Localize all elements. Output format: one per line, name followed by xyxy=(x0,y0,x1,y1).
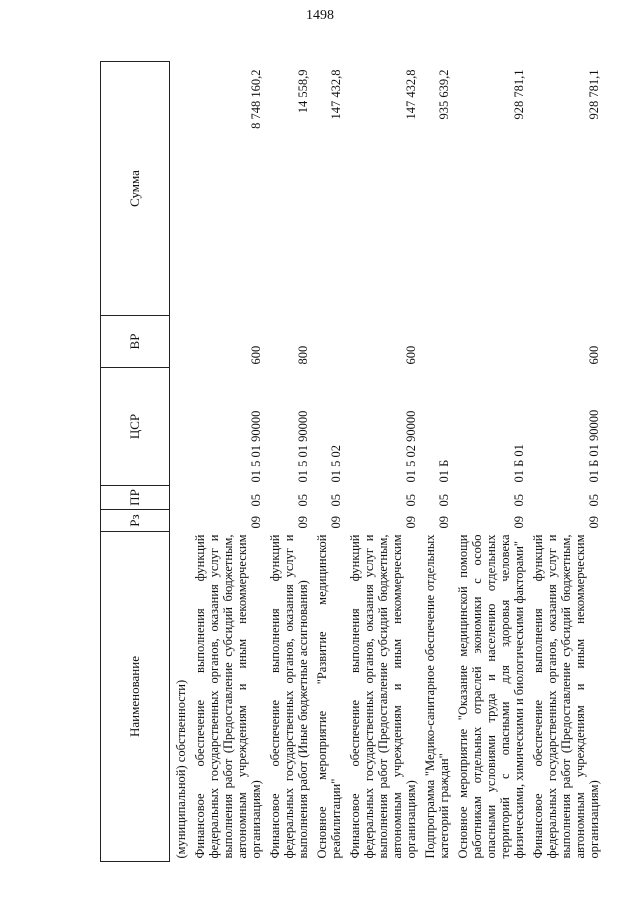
row-vr: 600 xyxy=(404,345,418,365)
row-csr: 01 5 02 90000 xyxy=(404,410,418,483)
row-vr: 600 xyxy=(587,345,601,365)
row-pr: 05 xyxy=(249,494,263,507)
table-row xyxy=(265,62,312,862)
row-sum: 14 558,9 xyxy=(296,69,310,114)
row-csr: 01 Б xyxy=(437,459,451,483)
header-vr: ВР xyxy=(101,316,170,368)
row-name: Финансовое обеспечение выполнения функций федеральных государственных органов, оказания услуг и выполнения работ (Предоставление субсидий бюджетным, автономным учреждениям и иным некоммерческим организациям) xyxy=(348,534,418,859)
row-rz: 09 xyxy=(329,516,343,529)
row-pr: 05 xyxy=(329,494,343,507)
table-header-row xyxy=(101,62,170,862)
row-csr: 01 5 01 90000 xyxy=(249,410,263,483)
row-vr xyxy=(420,316,453,368)
row-csr: 01 5 02 xyxy=(329,445,343,483)
row-pr: 05 xyxy=(296,494,310,507)
row-vr xyxy=(170,316,191,368)
row-name: (муниципальной) собственности) xyxy=(174,679,188,859)
row-pr xyxy=(170,486,191,510)
row-sum: 928 781,1 xyxy=(587,69,601,120)
table-row xyxy=(420,62,453,862)
row-rz: 09 xyxy=(404,516,418,529)
table-row xyxy=(312,62,345,862)
row-name: Основное мероприятие "Оказание медицинской помощи работникам отдельных отраслей экономики с особо опасными условиями труда и населению отдельных территорий с опасными для здоровья человека физическими, химическими и биологическими факторами" xyxy=(456,534,526,859)
row-pr: 05 xyxy=(512,494,526,507)
row-pr: 05 xyxy=(404,494,418,507)
header-sum: Сумма xyxy=(101,62,170,316)
row-sum xyxy=(170,62,191,316)
table-row xyxy=(190,62,265,862)
row-rz: 09 xyxy=(512,516,526,529)
row-name: Финансовое обеспечение выполнения функций федеральных государственных органов, оказания услуг и выполнения работ (Предоставление субсидий бюджетным, автономным учреждениям и иным некоммерческим организациям) xyxy=(193,534,263,859)
row-name: Финансовое обеспечение выполнения функций федеральных государственных органов, оказания услуг и выполнения работ (Предоставление субсидий бюджетным, автономным учреждениям и иным некоммерческим организациям) xyxy=(531,534,601,859)
row-csr: 01 Б 01 90000 xyxy=(587,409,601,483)
row-csr xyxy=(170,368,191,486)
header-rz: Рз xyxy=(101,510,170,532)
table-row xyxy=(453,62,528,862)
row-sum: 928 781,1 xyxy=(512,69,526,120)
page-number: 1498 xyxy=(306,8,334,23)
row-vr xyxy=(453,316,528,368)
row-csr: 01 5 01 90000 xyxy=(296,410,310,483)
row-name: Основное мероприятие "Развитие медицинской реабилитации" xyxy=(315,534,343,859)
row-rz: 09 xyxy=(296,516,310,529)
row-sum: 8 748 160,2 xyxy=(249,69,263,129)
row-vr: 800 xyxy=(296,345,310,365)
rotated-table-wrapper xyxy=(100,62,620,862)
row-vr xyxy=(312,316,345,368)
row-pr: 05 xyxy=(437,494,451,507)
row-rz xyxy=(170,510,191,532)
header-name: Наименование xyxy=(101,532,170,862)
row-name: Подпрограмма "Медико-санитарное обеспечение отдельных категорий граждан" xyxy=(423,534,451,859)
header-pr: ПР xyxy=(101,486,170,510)
row-sum: 935 639,2 xyxy=(437,69,451,120)
table-row xyxy=(170,62,191,862)
budget-table xyxy=(100,61,603,862)
row-rz: 09 xyxy=(437,516,451,529)
row-name: Финансовое обеспечение выполнения функций федеральных государственных органов, оказания услуг и выполнения работ (Иные бюджетные ассигнования) xyxy=(268,534,310,859)
table-row xyxy=(345,62,420,862)
header-csr: ЦСР xyxy=(101,368,170,486)
row-sum: 147 432,8 xyxy=(329,69,343,120)
row-csr: 01 Б 01 xyxy=(512,444,526,483)
row-sum: 147 432,8 xyxy=(404,69,418,120)
row-rz: 09 xyxy=(587,516,601,529)
row-rz: 09 xyxy=(249,516,263,529)
row-vr: 600 xyxy=(249,345,263,365)
table-row xyxy=(528,62,603,862)
row-pr: 05 xyxy=(587,494,601,507)
